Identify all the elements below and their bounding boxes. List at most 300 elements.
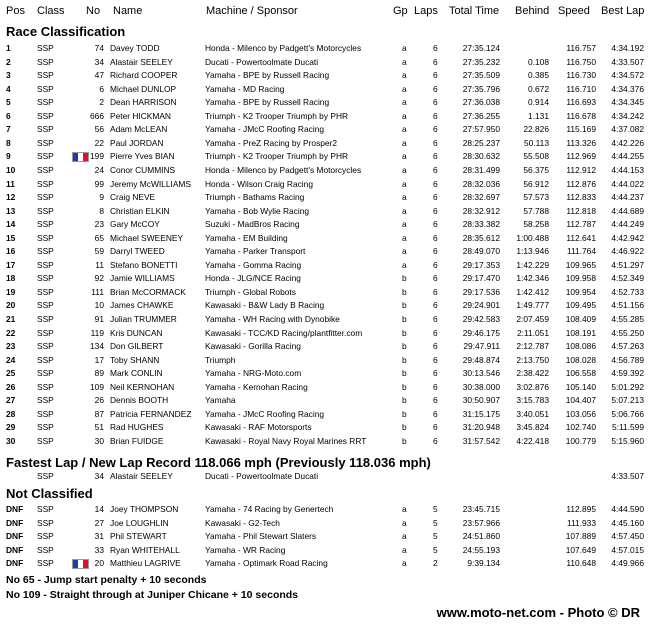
cell-class: SSP — [37, 286, 54, 297]
cell-total-time: 29:17.536 — [462, 286, 500, 297]
cell-laps: 6 — [433, 110, 438, 121]
cell-laps: 6 — [433, 408, 438, 419]
cell-no: 51 — [94, 422, 104, 433]
cell-no: 65 — [94, 232, 104, 243]
cell-best-lap: 5:07.213 — [611, 395, 644, 406]
cell-total-time: 28:33.382 — [462, 219, 500, 230]
cell-class: SSP — [37, 354, 54, 365]
cell-best-lap: 4:45.160 — [611, 517, 644, 528]
section-title-not-classified: Not Classified — [6, 486, 93, 501]
cell-behind: 3:40.051 — [516, 408, 549, 419]
cell-gp: b — [402, 395, 407, 406]
cell-class: SSP — [37, 70, 54, 81]
header-machine: Machine / Sponsor — [206, 5, 298, 17]
cell-pos: 3 — [6, 70, 11, 81]
cell-best-lap: 4:49.966 — [611, 558, 644, 568]
cell-behind: 1:42.412 — [516, 286, 549, 297]
cell-speed: 112.818 — [566, 205, 596, 216]
cell-gp: a — [402, 70, 407, 81]
cell-machine: Yamaha - WH Racing with Dynobike — [205, 314, 340, 324]
cell-total-time: 29:46.175 — [462, 327, 500, 338]
cell-total-time: 28:32.036 — [462, 178, 500, 189]
cell-behind: 4:22.418 — [516, 435, 549, 446]
cell-gp: a — [402, 558, 407, 568]
cell-machine: Yamaha - Bob Wylie Racing — [205, 205, 310, 216]
cell-class: SSP — [37, 395, 54, 406]
cell-best-lap: 4:44.255 — [611, 151, 644, 162]
cell-pos: 29 — [6, 422, 16, 433]
cell-pos: 8 — [6, 137, 11, 148]
cell-name: Conor CUMMINS — [110, 164, 176, 175]
cell-best-lap: 4:34.192 — [611, 43, 644, 53]
cell-name: Davey TODD — [110, 43, 160, 53]
cell-best-lap: 5:15.960 — [611, 435, 644, 446]
cell-gp: b — [402, 341, 407, 352]
cell-name: Alastair SEELEY — [110, 56, 173, 67]
cell-class: SSP — [37, 341, 54, 352]
cell-no: 14 — [94, 504, 104, 514]
cell-machine: Triumph — [205, 354, 236, 365]
cell-best-lap: 4:44.022 — [611, 178, 644, 189]
cell-pos: DNF — [6, 517, 24, 528]
section-title-race: Race Classification — [6, 24, 126, 39]
cell-behind: 2:12.787 — [516, 341, 549, 352]
cell-speed: 113.326 — [566, 137, 596, 148]
table-row — [0, 421, 650, 435]
cell-laps: 6 — [433, 314, 438, 324]
cell-machine: Kawasaki - G2-Tech — [205, 517, 280, 528]
cell-behind: 2:07.459 — [516, 314, 549, 324]
cell-class: SSP — [37, 110, 54, 121]
cell-no: 199 — [90, 151, 104, 162]
cell-gp: a — [402, 151, 407, 162]
cell-total-time: 31:15.175 — [462, 408, 500, 419]
cell-name: Dean HARRISON — [110, 97, 177, 108]
cell-machine: Yamaha - Gomma Racing — [205, 259, 302, 270]
cell-best-lap: 4:44.590 — [611, 504, 644, 514]
cell-gp: b — [402, 408, 407, 419]
cell-name: Julian TRUMMER — [110, 314, 177, 324]
cell-class: SSP — [37, 56, 54, 67]
cell-pos: 5 — [6, 97, 11, 108]
cell-no: 22 — [94, 137, 104, 148]
cell-gp: a — [402, 124, 407, 135]
cell-machine: Yamaha - NRG-Moto.com — [205, 368, 302, 379]
cell-laps: 6 — [433, 354, 438, 365]
cell-no: 74 — [94, 43, 104, 53]
cell-no: 92 — [94, 273, 104, 284]
table-row — [0, 503, 650, 517]
table-row — [0, 408, 650, 422]
cell-total-time: 9:39.134 — [467, 558, 500, 568]
cell-machine: Yamaha - 74 Racing by Genertech — [205, 504, 334, 514]
cell-total-time: 27:57.950 — [462, 124, 500, 135]
cell-laps: 6 — [433, 205, 438, 216]
cell-best-lap: 4:33.507 — [611, 56, 644, 67]
cell-gp: a — [402, 504, 407, 514]
cell-name: Darryl TWEED — [110, 246, 165, 257]
cell-no: 11 — [95, 259, 104, 270]
cell-class: SSP — [37, 273, 54, 284]
cell-behind: 1:42.229 — [516, 259, 549, 270]
cell-pos: 15 — [6, 232, 16, 243]
cell-best-lap: 4:42.226 — [611, 137, 644, 148]
table-row — [0, 42, 650, 56]
cell-name: Jeremy McWILLIAMS — [110, 178, 191, 189]
cell-pos: 6 — [6, 110, 11, 121]
header-best-lap: Best Lap — [601, 5, 645, 17]
cell-speed: 107.649 — [565, 544, 596, 555]
cell-total-time: 28:32.912 — [462, 205, 500, 216]
cell-name: Kris DUNCAN — [110, 327, 163, 338]
cell-class: SSP — [37, 43, 54, 53]
cell-total-time: 30:50.907 — [462, 395, 500, 406]
cell-no: 31 — [94, 531, 104, 541]
cell-laps: 6 — [433, 232, 438, 243]
cell-class: SSP — [37, 517, 54, 528]
cell-class: SSP — [37, 124, 54, 135]
cell-behind: 2:11.051 — [517, 327, 549, 338]
cell-gp: a — [402, 43, 407, 53]
cell-gp: b — [402, 381, 407, 392]
table-row — [0, 150, 650, 164]
cell-total-time: 28:30.632 — [462, 151, 500, 162]
cell-laps: 6 — [433, 435, 438, 446]
cell-machine: Yamaha - PreZ Racing by Prosper2 — [205, 137, 338, 148]
cell-machine: Triumph - Bathams Racing — [205, 192, 305, 203]
cell-name: Stefano BONETTI — [110, 259, 178, 270]
cell-class: SSP — [37, 97, 54, 108]
cell-laps: 6 — [433, 381, 438, 392]
cell-laps: 6 — [433, 43, 438, 53]
cell-pos: 26 — [6, 381, 16, 392]
cell-no: 119 — [90, 327, 104, 338]
cell-behind: 3:45.824 — [516, 422, 549, 433]
cell-no: 10 — [94, 300, 104, 311]
header-pos: Pos — [6, 5, 25, 17]
cell-gp: b — [402, 273, 407, 284]
table-row — [0, 394, 650, 408]
cell-speed: 108.086 — [565, 341, 596, 352]
cell-machine: Honda - Milenco by Padgett's Motorcycles — [205, 43, 362, 53]
cell-total-time: 27:35.509 — [462, 70, 500, 81]
cell-no: 91 — [94, 314, 104, 324]
header-name: Name — [113, 5, 143, 17]
cell-no: 24 — [94, 164, 104, 175]
cell-class: SSP — [37, 83, 54, 94]
penalty-note: No 65 - Jump start penalty + 10 seconds — [6, 574, 207, 586]
cell-speed: 112.912 — [566, 164, 596, 175]
cell-laps: 6 — [433, 70, 438, 81]
cell-speed: 103.056 — [565, 408, 596, 419]
cell-speed: 109.965 — [565, 259, 596, 270]
cell-class: SSP — [37, 192, 54, 203]
cell-laps: 6 — [433, 286, 438, 297]
cell-name: Joey THOMPSON — [110, 504, 179, 514]
cell-total-time: 31:57.542 — [462, 435, 500, 446]
cell-no: 6 — [99, 83, 104, 94]
cell-class: SSP — [37, 219, 54, 230]
cell-pos: 24 — [6, 354, 16, 365]
cell-speed: 116.693 — [566, 97, 596, 108]
cell-behind: 1.131 — [528, 110, 549, 121]
cell-speed: 116.710 — [566, 83, 596, 94]
cell-speed: 110.648 — [566, 558, 596, 568]
cell-laps: 6 — [433, 124, 438, 135]
cell-class: SSP — [37, 205, 54, 216]
table-row — [0, 218, 650, 232]
cell-pos: 25 — [6, 368, 16, 379]
cell-laps: 6 — [433, 368, 438, 379]
cell-name: Neil KERNOHAN — [110, 381, 175, 392]
cell-machine: Kawasaki - Gorilla Racing — [205, 341, 301, 352]
cell-speed: 115.169 — [566, 124, 596, 135]
cell-speed: 116.678 — [566, 110, 596, 121]
table-row — [0, 69, 650, 83]
cell-behind: 50.113 — [524, 137, 549, 148]
cell-class: SSP — [37, 531, 54, 541]
table-row — [0, 313, 650, 327]
cell-best-lap: 5:01.292 — [611, 381, 644, 392]
cell-speed: 112.895 — [566, 504, 596, 514]
cell-laps: 6 — [433, 341, 438, 352]
cell-best-lap: 4:42.942 — [611, 232, 644, 243]
header-class: Class — [37, 5, 65, 17]
cell-behind: 58.258 — [523, 219, 549, 230]
cell-best-lap: 4:59.392 — [611, 368, 644, 379]
cell-no: 56 — [94, 124, 104, 135]
table-row — [0, 381, 650, 395]
cell-behind: 0.385 — [528, 70, 549, 81]
cell-name: Christian ELKIN — [110, 205, 170, 216]
cell-pos: 18 — [6, 273, 16, 284]
cell-machine: Yamaha - Parker Transport — [205, 246, 306, 257]
cell-total-time: 27:35.124 — [462, 43, 500, 53]
cell-behind: 57.788 — [523, 205, 549, 216]
cell-laps: 6 — [433, 56, 438, 67]
cell-gp: a — [402, 205, 407, 216]
cell-speed: 112.876 — [566, 178, 596, 189]
cell-no: 99 — [94, 178, 104, 189]
cell-speed: 108.191 — [565, 327, 596, 338]
cell-best-lap: 4:52.349 — [611, 273, 644, 284]
table-row — [0, 245, 650, 259]
cell-class: SSP — [37, 422, 54, 433]
cell-name: Jamie WILLIAMS — [110, 273, 175, 284]
watermark: www.moto-net.com - Photo © DR — [436, 605, 640, 620]
cell-best-lap: 4:55.285 — [611, 314, 644, 324]
cell-machine: Kawasaki - TCC/KD Racing/plantfitter.com — [205, 327, 363, 338]
cell-gp: a — [402, 544, 407, 555]
cell-name: Brian FUIDGE — [110, 435, 164, 446]
cell-class: SSP — [37, 504, 54, 514]
cell-laps: 6 — [433, 219, 438, 230]
cell-machine: Triumph - K2 Trooper Triumph by PHR — [205, 110, 349, 121]
cell-machine: Yamaha - BPE by Russell Racing — [205, 97, 330, 108]
cell-gp: b — [402, 354, 407, 365]
cell-best-lap: 4:44.153 — [611, 164, 644, 175]
cell-pos: 12 — [6, 192, 16, 203]
table-row — [0, 299, 650, 313]
cell-speed: 111.764 — [566, 246, 596, 257]
cell-best-lap: 4:34.242 — [611, 110, 644, 121]
header-behind: Behind — [515, 5, 550, 17]
cell-speed: 105.140 — [565, 381, 596, 392]
cell-laps: 6 — [433, 259, 438, 270]
cell-best-lap: 5:11.599 — [612, 422, 644, 433]
cell-total-time: 29:48.874 — [462, 354, 500, 365]
cell-pos: 28 — [6, 408, 16, 419]
cell-laps: 6 — [433, 327, 438, 338]
cell-machine: Triumph - K2 Trooper Triumph by PHR — [205, 151, 349, 162]
cell-pos: DNF — [6, 504, 24, 514]
cell-pos: 9 — [6, 151, 11, 162]
cell-laps: 6 — [433, 422, 438, 433]
cell-name: Phil STEWART — [110, 531, 167, 541]
cell-no: 17 — [94, 354, 104, 365]
table-row — [0, 327, 650, 341]
cell-gp: a — [402, 192, 407, 203]
cell-total-time: 28:35.612 — [462, 232, 500, 243]
cell-no: 134 — [90, 341, 104, 352]
cell-speed: 116.730 — [566, 70, 596, 81]
cell-no: 47 — [94, 70, 104, 81]
cell-pos: 1 — [6, 43, 11, 53]
section-title-fastest-lap: Fastest Lap / New Lap Record 118.066 mph (Previously 118.036 mph) — [6, 455, 431, 470]
cell-total-time: 23:45.715 — [462, 504, 500, 514]
cell-machine: Honda - JLG/NCE Racing — [205, 273, 301, 284]
cell-class: SSP — [37, 471, 54, 481]
cell-best-lap: 4:44.249 — [611, 219, 644, 230]
cell-class: SSP — [37, 558, 54, 568]
table-header — [0, 0, 650, 19]
cell-behind: 1:49.777 — [516, 300, 549, 311]
cell-gp: b — [402, 327, 407, 338]
cell-name: James CHAWKE — [110, 300, 174, 311]
cell-pos: 10 — [6, 164, 16, 175]
cell-speed: 112.969 — [566, 151, 596, 162]
cell-total-time: 27:35.232 — [462, 56, 500, 67]
cell-name: Gary McCOY — [110, 219, 160, 230]
cell-class: SSP — [37, 381, 54, 392]
cell-machine: Yamaha - WR Racing — [205, 544, 286, 555]
cell-pos: 30 — [6, 435, 16, 446]
cell-machine: Yamaha - Kernohan Racing — [205, 381, 308, 392]
cell-best-lap: 4:44.689 — [611, 205, 644, 216]
table-row — [0, 178, 650, 192]
cell-name: Don GILBERT — [110, 341, 164, 352]
cell-behind: 56.912 — [523, 178, 549, 189]
cell-name: Alastair SEELEY — [110, 471, 173, 481]
cell-machine: Yamaha - JMcC Roofing Racing — [205, 408, 325, 419]
cell-no: 34 — [94, 56, 104, 67]
cell-speed: 106.558 — [565, 368, 596, 379]
cell-class: SSP — [37, 246, 54, 257]
cell-behind: 1:00.488 — [516, 232, 549, 243]
cell-laps: 6 — [433, 97, 438, 108]
cell-gp: b — [402, 422, 407, 433]
cell-best-lap: 4:51.297 — [611, 259, 644, 270]
cell-pos: 13 — [6, 205, 16, 216]
cell-total-time: 29:47.911 — [463, 341, 500, 352]
cell-laps: 6 — [433, 246, 438, 257]
cell-no: 89 — [94, 368, 104, 379]
cell-best-lap: 4:44.237 — [611, 192, 644, 203]
cell-behind: 2:13.750 — [516, 354, 549, 365]
cell-no: 666 — [90, 110, 104, 121]
cell-total-time: 23:57.966 — [462, 517, 500, 528]
table-row — [0, 544, 650, 558]
cell-behind: 3:02.876 — [516, 381, 549, 392]
table-row — [0, 354, 650, 368]
table-row — [0, 259, 650, 273]
cell-machine: Yamaha - Optimark Road Racing — [205, 558, 328, 568]
cell-gp: a — [402, 164, 407, 175]
cell-best-lap: 4:57.015 — [611, 544, 644, 555]
cell-class: SSP — [37, 151, 54, 162]
cell-class: SSP — [37, 137, 54, 148]
table-row — [0, 96, 650, 110]
cell-pos: 16 — [6, 246, 16, 257]
table-row — [0, 205, 650, 219]
cell-total-time: 30:38.000 — [462, 381, 500, 392]
cell-total-time: 29:17.470 — [462, 273, 500, 284]
header-total-time: Total Time — [449, 5, 500, 17]
cell-name: Ryan WHITEHALL — [110, 544, 180, 555]
cell-pos: 23 — [6, 341, 16, 352]
cell-name: Michael SWEENEY — [110, 232, 184, 243]
cell-total-time: 30:13.546 — [462, 368, 500, 379]
cell-machine: Yamaha - MD Racing — [205, 83, 285, 94]
cell-gp: a — [402, 259, 407, 270]
cell-name: Dennis BOOTH — [110, 395, 169, 406]
cell-class: SSP — [37, 314, 54, 324]
cell-gp: a — [402, 232, 407, 243]
table-row — [0, 286, 650, 300]
cell-name: Toby SHANN — [110, 354, 160, 365]
cell-speed: 109.954 — [565, 286, 596, 297]
cell-total-time: 28:49.070 — [462, 246, 500, 257]
cell-class: SSP — [37, 368, 54, 379]
fastest-lap-row — [0, 470, 650, 484]
cell-behind: 22.826 — [523, 124, 549, 135]
cell-speed: 112.641 — [566, 232, 596, 243]
cell-gp: a — [402, 137, 407, 148]
cell-laps: 5 — [433, 504, 438, 514]
cell-laps: 6 — [433, 83, 438, 94]
cell-pos: 7 — [6, 124, 11, 135]
cell-laps: 6 — [433, 192, 438, 203]
cell-best-lap: 4:34.376 — [611, 83, 644, 94]
cell-total-time: 24:51.860 — [462, 531, 500, 541]
cell-name: Craig NEVE — [110, 192, 156, 203]
cell-laps: 6 — [433, 151, 438, 162]
cell-machine: Kawasaki - RAF Motorsports — [205, 422, 312, 433]
cell-no: 27 — [94, 517, 104, 528]
cell-pos: 20 — [6, 300, 16, 311]
cell-laps: 5 — [433, 531, 438, 541]
cell-speed: 107.889 — [565, 531, 596, 541]
cell-class: SSP — [37, 435, 54, 446]
table-row — [0, 83, 650, 97]
cell-machine: Kawasaki - B&W Lady B Racing — [205, 300, 325, 311]
cell-pos: DNF — [6, 558, 24, 568]
cell-laps: 6 — [433, 178, 438, 189]
table-row — [0, 517, 650, 531]
cell-speed: 111.933 — [566, 517, 596, 528]
cell-behind: 0.108 — [528, 56, 549, 67]
cell-no: 33 — [94, 544, 104, 555]
